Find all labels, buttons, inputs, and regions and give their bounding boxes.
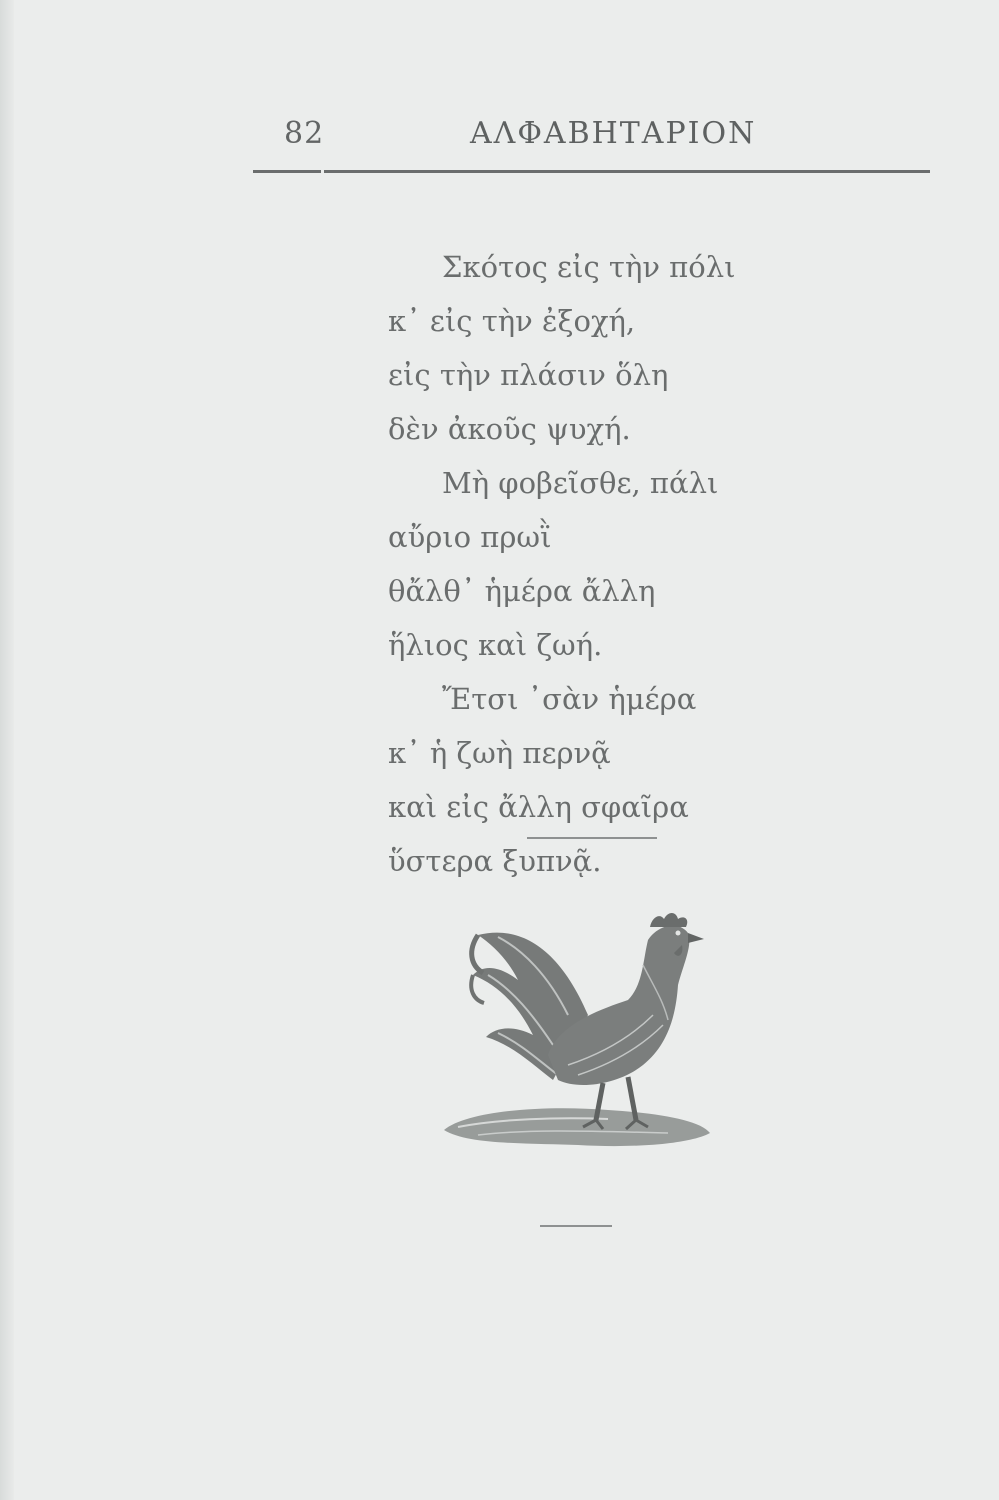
header-rule-left <box>253 170 321 173</box>
running-title: ΑΛΦΑΒΗΤΑΡΙΟΝ <box>470 116 757 151</box>
poem-line-9: Ἔτσι ᾽σὰν ἡμέρα <box>442 682 697 716</box>
page-number: 82 <box>284 116 325 151</box>
page-edge-shadow <box>0 0 14 1500</box>
poem-line-8: ἥλιος καὶ ζωή. <box>388 628 603 662</box>
poem-line-7: θἄλθ᾽ ἡμέρα ἄλλη <box>388 574 656 608</box>
section-divider-top <box>527 837 657 839</box>
header-rule-right <box>324 170 930 173</box>
rooster-engraving-icon <box>438 905 718 1165</box>
section-divider-bottom <box>540 1225 612 1227</box>
poem <box>388 240 808 888</box>
poem-line-1: Σκότος εἰς τὴν πόλι <box>442 250 736 284</box>
poem-line-11: καὶ εἰς ἄλλη σφαῖρα <box>388 790 689 824</box>
poem-line-3: εἰς τὴν πλάσιν ὅλη <box>388 358 669 392</box>
poem-line-6: αὔριο πρωῒ <box>388 520 552 554</box>
poem-line-2: κ᾽ εἰς τὴν ἐξοχή, <box>388 304 636 338</box>
poem-line-5: Μὴ φοβεῖσθε, πάλι <box>442 466 719 500</box>
poem-line-4: δὲν ἀκοῦς ψυχή. <box>388 412 631 446</box>
poem-line-12: ὕστερα ξυπνᾷ. <box>388 844 602 878</box>
poem-line-10: κ᾽ ἡ ζωὴ περνᾷ <box>388 736 611 770</box>
